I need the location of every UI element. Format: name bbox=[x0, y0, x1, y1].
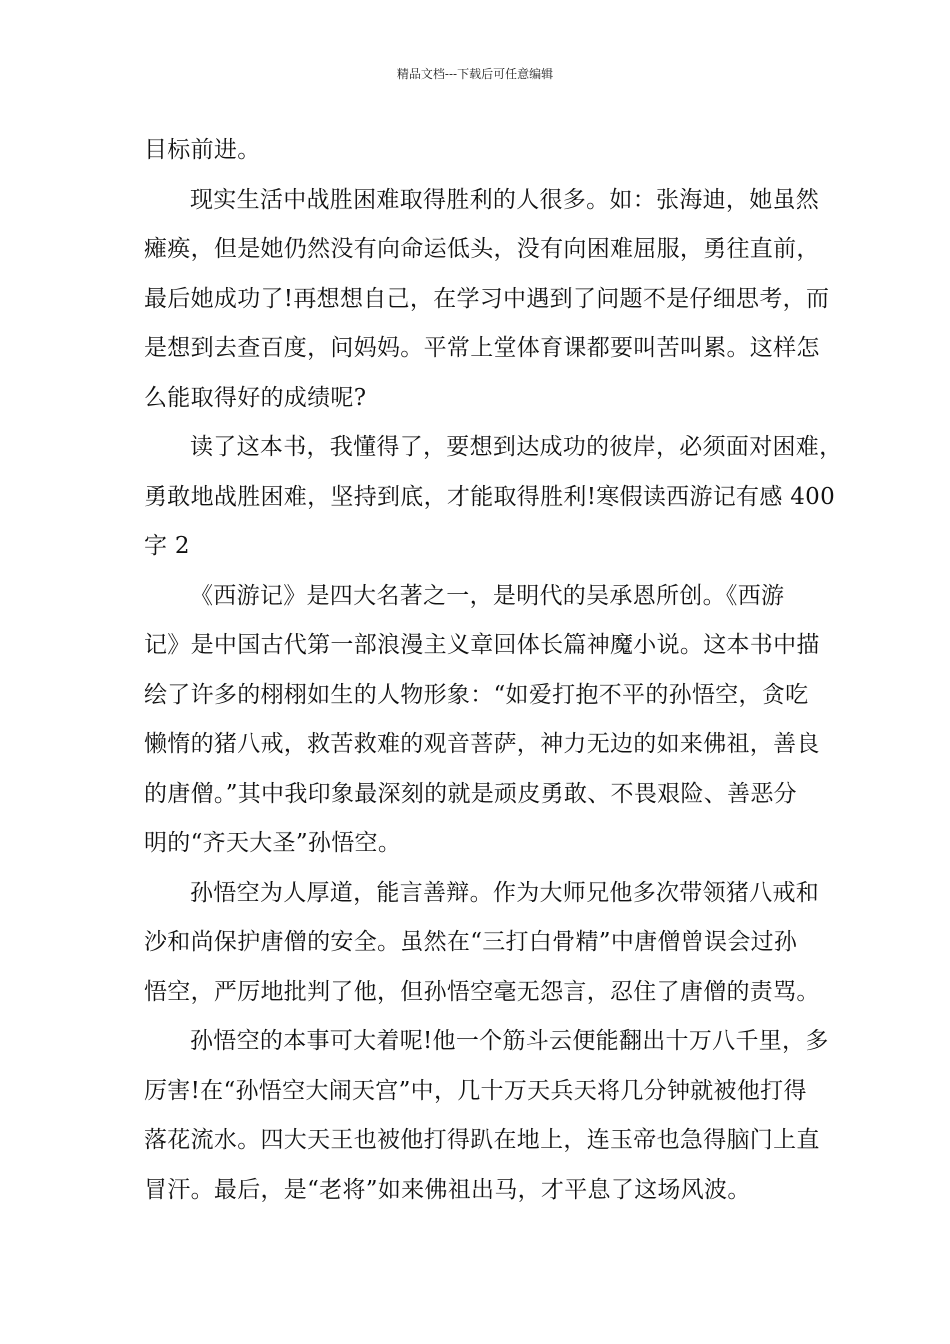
paragraph-start-line: 现实生活中战胜困难取得胜利的人很多。如：张海迪，她虽然 bbox=[190, 186, 820, 213]
text-line: 勇敢地战胜困难，坚持到底，才能取得胜利!寒假读西游记有感 400 bbox=[144, 483, 836, 510]
page-header: 精品文档---下载后可任意编辑 bbox=[396, 67, 554, 81]
paragraph-start-line: 《西游记》是四大名著之一，是明代的吴承恩所创。《西游 bbox=[190, 582, 785, 609]
text-line: 悟空，严厉地批判了他，但孙悟空毫无怨言，忍住了唐僧的责骂。 bbox=[144, 978, 820, 1005]
paragraph-start-line: 读了这本书，我懂得了，要想到达成功的彼岸，必须面对困难， bbox=[190, 434, 843, 460]
text-line: 是想到去查百度，问妈妈。平常上堂体育课都要叫苦叫累。这样怎 bbox=[144, 335, 820, 361]
paragraph-start-line: 孙悟空为人厚道，能言善辩。作为大师兄他多次带领猪八戒和 bbox=[190, 879, 820, 906]
text-line: 最后她成功了!再想想自己，在学习中遇到了问题不是仔细思考，而 bbox=[144, 285, 830, 312]
text-line: 记》是中国古代第一部浪漫主义章回体长篇神魔小说。这本书中描 bbox=[144, 632, 820, 658]
document-body bbox=[144, 126, 843, 1215]
text-line: 字 2 bbox=[144, 533, 190, 559]
text-line: 么能取得好的成绩呢? bbox=[144, 384, 367, 411]
text-line: 冒汗。最后，是“老将”如来佛祖出马，才平息了这场风波。 bbox=[144, 1176, 751, 1203]
text-line: 落花流水。四大天王也被他打得趴在地上，连玉帝也急得脑门上直 bbox=[144, 1127, 820, 1153]
text-line: 目标前进。 bbox=[144, 137, 261, 163]
text-line: 懒惰的猪八戒，救苦救难的观音菩萨，神力无边的如来佛祖，善良 bbox=[144, 731, 820, 757]
text-line: 沙和尚保护唐僧的安全。虽然在“三打白骨精”中唐僧曾误会过孙 bbox=[144, 929, 798, 955]
text-line: 厉害!在“孙悟空大闹天宫”中，几十万天兵天将几分钟就被他打得 bbox=[144, 1077, 807, 1104]
text-line: 的唐僧。”其中我印象最深刻的就是顽皮勇敢、不畏艰险、善恶分 bbox=[144, 780, 797, 807]
paragraph-start-line: 孙悟空的本事可大着呢!他一个筋斗云便能翻出十万八千里，多 bbox=[190, 1028, 829, 1054]
text-line: 瘫痪，但是她仍然没有向命运低头，没有向困难屈服，勇往直前， bbox=[144, 236, 820, 262]
text-line: 明的“齐天大圣”孙悟空。 bbox=[144, 830, 402, 856]
text-line: 绘了许多的栩栩如生的人物形象：“如爱打抱不平的孙悟空，贪吃 bbox=[144, 681, 809, 708]
